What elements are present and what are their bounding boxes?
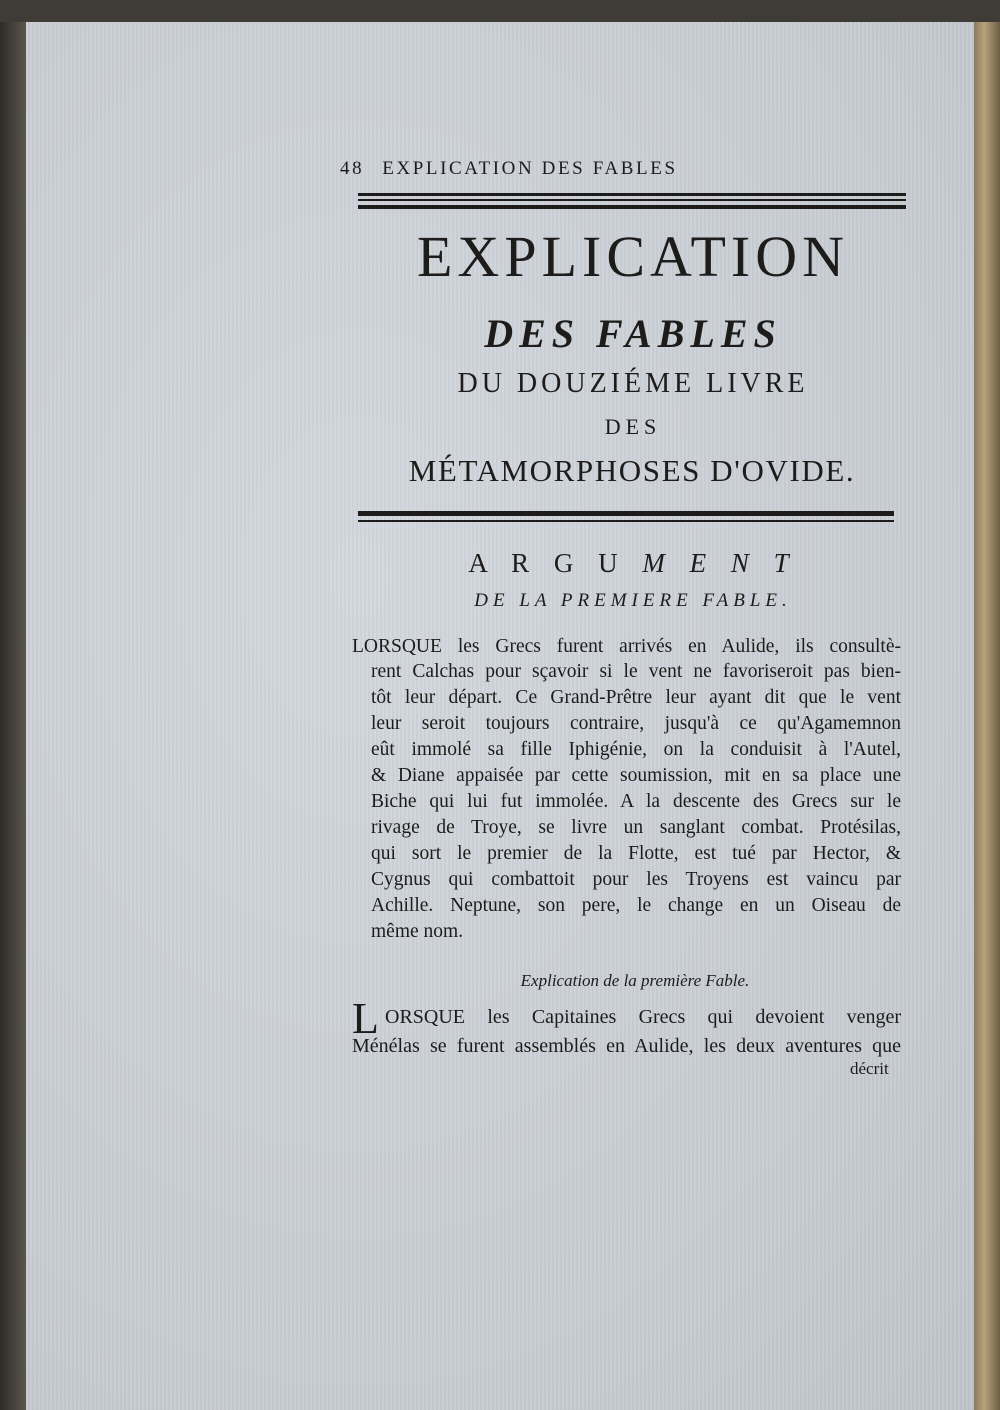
argument-line: Achille. Neptune, son pere, le change en un Oiseau de <box>371 895 901 916</box>
title-line-3: DU DOUZIÉME LIVRE <box>457 368 809 399</box>
argument-line: LORSQUE les Grecs furent arrivés en Aulide, ils consultè- <box>352 636 901 657</box>
argument-line: Biche qui lui fut immolée. A la descente des Grecs sur le <box>371 791 901 812</box>
argument-heading-italic: M E N T <box>642 548 798 578</box>
title-rule-thick <box>358 511 894 516</box>
argument-line: qui sort le premier de la Flotte, est tué par Hector, & <box>371 843 901 864</box>
argument-line: tôt leur départ. Ce Grand-Prêtre leur ayant dit que le vent <box>371 687 901 708</box>
drop-cap: L <box>352 994 379 1043</box>
argument-heading <box>362 548 904 579</box>
argument-heading-roman: A R G U <box>468 548 643 578</box>
scan-top-edge <box>0 0 1000 22</box>
title-rule-thin <box>358 520 894 522</box>
title-line-1: EXPLICATION <box>417 224 849 289</box>
explication-title: Explication de la première Fable. <box>520 971 750 990</box>
running-head <box>340 158 678 180</box>
argument-line: rent Calchas pour sçavoir si le vent ne favoriseroit pas bien- <box>371 661 901 682</box>
argument-line: Cygnus qui combattoit pour les Troyens est vaincu par <box>371 869 901 890</box>
argument-line: & Diane appaisée par cette soumission, mit en sa place une <box>371 765 901 786</box>
head-rule-thin <box>358 199 906 201</box>
argument-line: leur seroit toujours contraire, jusqu'à ce qu'Agamemnon <box>371 713 901 734</box>
head-rule-thick <box>358 193 906 196</box>
head-rule-base <box>358 205 906 209</box>
argument-subheading: DE LA PREMIERE FABLE. <box>474 590 792 611</box>
argument-line: eût immolé sa fille Iphigénie, on la conduisit à l'Autel, <box>371 739 901 760</box>
page-gutter <box>974 22 1000 1410</box>
explication-line: décrit <box>850 1059 889 1078</box>
page-number: 48 <box>340 158 365 179</box>
title-line-2: DES FABLES <box>484 311 782 356</box>
running-head-title: EXPLICATION DES FABLES <box>382 158 678 179</box>
title-line-5: MÉTAMORPHOSES D'OVIDE. <box>408 453 856 488</box>
explication-line: Ménélas se furent assemblés en Aulide, les deux aventures que <box>352 1035 901 1057</box>
argument-line: même nom. <box>371 921 464 942</box>
argument-line: rivage de Troye, se livre un sanglant combat. Protésilas, <box>371 817 901 838</box>
explication-line: ORSQUE les Capitaines Grecs qui devoient venger <box>385 1006 901 1028</box>
scan-left-edge <box>0 22 26 1410</box>
title-line-4: DES <box>604 414 662 439</box>
